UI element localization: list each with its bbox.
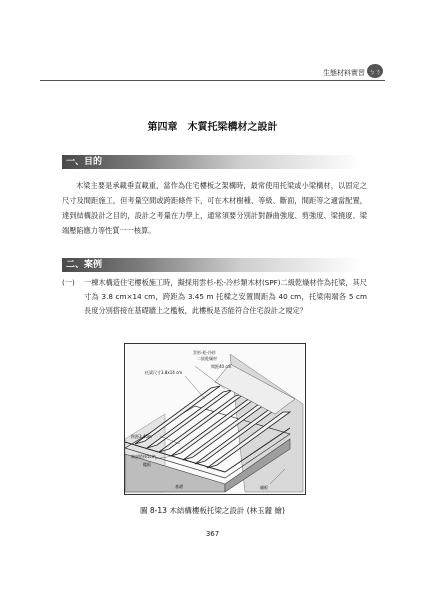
case-marker: (一) <box>62 278 75 287</box>
section-bar-case <box>62 258 362 272</box>
header-divider <box>40 80 385 81</box>
case-body: 一棟木構造住宅樓板施工時，擬採用雲杉-松-冷杉類木材(SPF)二級乾燥材作為托梁，其尺寸為 3.8 cm×14 cm，跨距為 3.45 m 托樑之安置間距為 40 cm，托梁兩端各 5 cm 長度分別搭接在基礎牆上之檻板，此樓板是否能符合住宅設計之規定？ <box>84 278 367 315</box>
section-heading-case: 二、案例 <box>66 260 103 270</box>
figure-label-species: 雲杉-松-冷杉 <box>193 350 216 355</box>
figure-label-spacing: 間距40 cm <box>211 364 232 369</box>
chapter-title: 第四章 木質托梁構材之設計 <box>147 122 278 133</box>
section-bar-purpose <box>62 155 362 169</box>
figure-label-foundation: 基礎 <box>175 484 183 489</box>
figure-label-section: 托梁尺寸3.8x14 cm <box>145 370 183 375</box>
figure-label-grade: 二級乾燥材 <box>197 356 217 361</box>
case-item <box>62 276 367 318</box>
figure-label-board: 襯板 <box>260 485 268 490</box>
page-badge-icon: ㄅㄋ <box>367 64 383 78</box>
running-header: 生態材料實習 <box>323 69 365 77</box>
figure-label-wall-plate: 檻板 <box>143 462 151 467</box>
floor-joist-figure <box>124 343 306 495</box>
figure-label-span: 跨距3.45m <box>131 434 152 439</box>
page-number: 367 <box>205 530 220 538</box>
section-body-purpose: 木梁主要是承載垂直載重，當作為住宅樓板之架構時，最常使用托梁或小梁構材，以固定之尺寸及間距施工，但考量空間或跨距條件下，可在木材樹種、等級、斷面，間距等之適當配置，達到結構設計之目的，設計之考量在力學上，通常須要分別計對靜曲強度、剪強度、梁撓度、梁端壓陷應力等性質一一核算。 <box>62 181 367 235</box>
section-heading-purpose: 一、目的 <box>66 157 103 167</box>
figure-caption: 圖 8-13 木結構樓板托梁之設計 (林玉麗 繪) <box>140 506 285 515</box>
figure-label-sill: 端部搭接5cm <box>131 454 156 459</box>
